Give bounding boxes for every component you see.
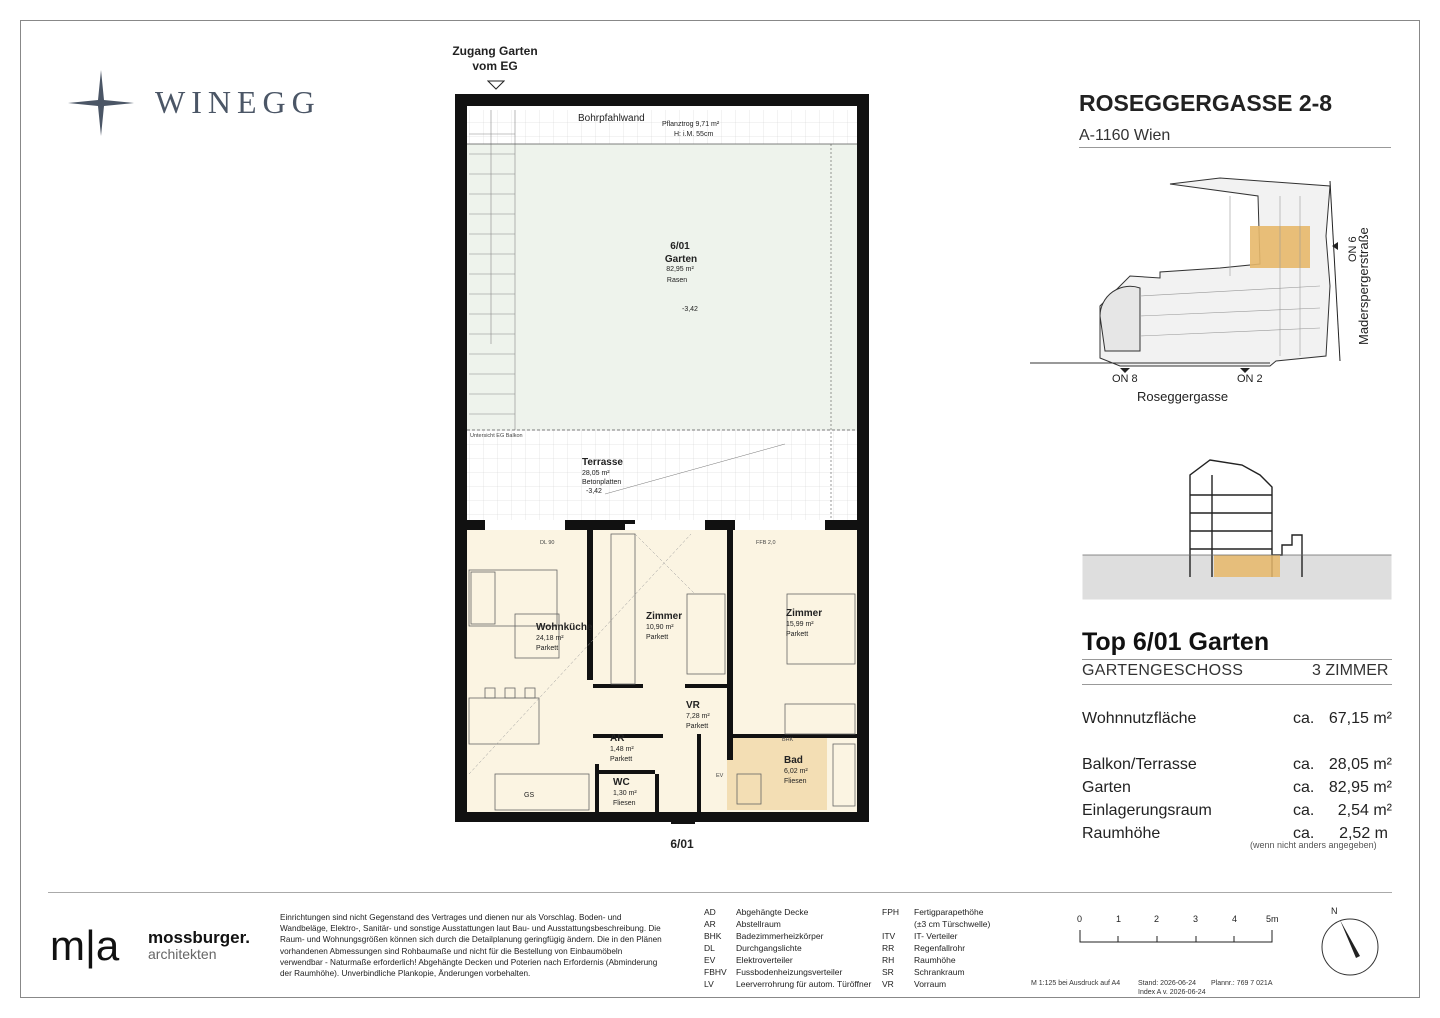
legend-code: AD — [704, 907, 716, 917]
access-label: Zugang Garten vom EG — [452, 44, 538, 73]
site-plan — [1030, 176, 1400, 406]
area-value: 28,05 m² — [1328, 756, 1392, 773]
project-street: ROSEGGERGASSE 2-8 — [1079, 90, 1333, 116]
area-value: 2,54 m² — [1337, 802, 1392, 819]
scale-tick: 0 — [1077, 914, 1083, 924]
floor-plan — [455, 94, 869, 824]
legend-text: Abstellraum — [736, 919, 781, 929]
area-ca: ca. — [1293, 756, 1315, 773]
legend-item — [882, 954, 990, 966]
north-label: N — [1331, 906, 1338, 916]
garden-name: Garten — [664, 254, 698, 265]
project-city: A-1160 Wien — [1079, 127, 1171, 144]
divider — [48, 892, 1392, 893]
legend-text: Durchgangslichte — [736, 943, 802, 953]
legend-text: (±3 cm Türschwelle) — [914, 919, 991, 929]
terrace-name: Terrasse — [582, 457, 623, 468]
tag-gs: GS — [524, 792, 535, 799]
room-zimmer2-floor: Parkett — [786, 631, 809, 638]
legend-text: Elektroverteiler — [736, 955, 793, 965]
site-label-on6: ON 6 — [1347, 236, 1359, 262]
area-ca: ca. — [1293, 802, 1315, 819]
scale-tick: 5m — [1266, 914, 1279, 924]
site-label-on8: ON 8 — [1112, 373, 1138, 385]
area-ca: ca. — [1293, 710, 1315, 727]
area-label: Wohnnutzfläche — [1082, 710, 1197, 727]
plan-label-bohrpfahl: Bohrpfahlwand — [578, 113, 645, 124]
legend-item — [704, 930, 871, 942]
divider — [1079, 147, 1391, 148]
terrace-level: -3,42 — [586, 488, 602, 495]
scale-tick: 4 — [1232, 914, 1238, 924]
unit-title: Top 6/01 Garten — [1082, 628, 1270, 656]
legend-text: Vorraum — [914, 979, 947, 989]
room-vr-area: 7,28 m² — [686, 713, 710, 720]
room-wohnkueche-floor: Parkett — [536, 645, 559, 652]
legend-code: RH — [882, 955, 895, 965]
brand-logo: WINEGG — [155, 84, 321, 120]
legend-text: Regenfallrohr — [914, 943, 966, 953]
legend-item — [704, 918, 871, 930]
legend-text: Leerverrohrung für autom. Türöffner — [736, 979, 872, 989]
room-wohnkueche-name: Wohnküche — [536, 622, 593, 633]
room-vr-name: VR — [686, 700, 700, 711]
legend-item — [704, 966, 871, 978]
legend-text: Badezimmerheizkörper — [736, 931, 824, 941]
area-label: Balkon/Terrasse — [1082, 756, 1197, 773]
legend-item — [882, 918, 990, 930]
plan-label-pflanztrog-height: H: i.M. 55cm — [674, 131, 714, 138]
legend-code — [882, 918, 914, 930]
section-drawing — [1082, 455, 1392, 600]
room-vr-floor: Parkett — [686, 723, 709, 730]
legend-code: DL — [704, 943, 715, 953]
tag-dl: DL 90 — [540, 540, 555, 546]
legend-text: Schrankraum — [914, 967, 965, 977]
legend-text: Fussbodenheizungsverteiler — [736, 967, 843, 977]
legend-code: EV — [704, 955, 716, 965]
garden-level: -3,42 — [682, 306, 698, 313]
area-label: Einlagerungsraum — [1082, 802, 1212, 819]
legend-code: VR — [882, 979, 894, 989]
tag-ffb: FFB 2,0 — [756, 540, 776, 546]
room-ar-name: AR — [610, 733, 625, 744]
legend-text: Abgehängte Decke — [736, 907, 809, 917]
area-ca: ca. — [1293, 825, 1315, 842]
architect-mark: m|a — [50, 922, 120, 969]
architect-name: mossburger. — [148, 928, 251, 947]
legend-code: BHK — [704, 931, 722, 941]
unit-rooms: 3 ZIMMER — [1312, 662, 1389, 679]
architect-sub: architekten — [148, 946, 217, 962]
area-label: Garten — [1082, 779, 1131, 796]
area-value: 67,15 m² — [1328, 710, 1392, 727]
legend-text: Fertigparapethöhe — [914, 907, 984, 917]
legend-item — [704, 978, 871, 990]
site-label-street-right: Maderspergerstraße — [1356, 227, 1371, 345]
site-label-street-bottom: Roseggergasse — [1137, 389, 1229, 404]
legend-code: FPH — [882, 907, 899, 917]
terrace-area: 28,05 m² — [582, 470, 610, 477]
room-bad-area: 6,02 m² — [784, 768, 808, 775]
legend-item — [882, 966, 990, 978]
legend-item — [704, 942, 871, 954]
legend-code: ITV — [882, 931, 896, 941]
room-wohnkueche-area: 24,18 m² — [536, 635, 564, 642]
room-zimmer1-name: Zimmer — [646, 611, 683, 622]
divider — [1082, 684, 1392, 685]
garden-area: 82,95 m² — [666, 266, 694, 273]
plan-label-ug-balkon: Untersicht EG Balkon — [470, 433, 523, 439]
area-ca: ca. — [1293, 779, 1315, 796]
room-wc-area: 1,30 m² — [613, 790, 637, 797]
garden-id: 6/01 — [670, 241, 690, 252]
legend-item — [882, 942, 990, 954]
legend-item — [882, 906, 990, 918]
legend-item — [704, 954, 871, 966]
legend-item — [882, 978, 990, 990]
legend-code: AR — [704, 919, 716, 929]
legend-code: LV — [704, 979, 714, 989]
room-bad-name: Bad — [784, 755, 803, 766]
legend-text: IT- Verteiler — [914, 931, 958, 941]
room-zimmer2-name: Zimmer — [786, 608, 823, 619]
garden-surface: Rasen — [666, 277, 688, 284]
room-zimmer1-area: 10,90 m² — [646, 624, 674, 631]
room-bad-floor: Fliesen — [784, 778, 807, 785]
footer-index: Index A v. 2026-06-24 — [1138, 989, 1206, 996]
footer-plannr: Plannr.: 769 7 021A — [1211, 980, 1273, 987]
legend-item — [704, 906, 871, 918]
divider — [1082, 659, 1392, 660]
room-wc-name: WC — [613, 777, 630, 788]
legend-item — [882, 930, 990, 942]
room-wc-floor: Fliesen — [613, 800, 636, 807]
site-label-on2: ON 2 — [1237, 373, 1263, 385]
entrance-label: 6/01 — [670, 837, 694, 851]
plan-label-pflanztrog: Pflanztrog 9,71 m² — [662, 121, 720, 128]
room-zimmer1-floor: Parkett — [646, 634, 669, 641]
legend-text: Raumhöhe — [914, 955, 956, 965]
area-note: (wenn nicht anders angegeben) — [1250, 840, 1377, 850]
north-arrow-icon — [1318, 912, 1382, 978]
scale-tick: 1 — [1116, 914, 1122, 924]
legend-code: FBHV — [704, 967, 727, 977]
footer-stand: Stand: 2026-06-24 — [1138, 980, 1196, 987]
room-zimmer2-area: 15,99 m² — [786, 621, 814, 628]
compass-star-icon — [68, 70, 134, 136]
terrace-surface: Betonplatten — [582, 479, 622, 486]
scale-tick: 2 — [1154, 914, 1160, 924]
room-ar-area: 1,48 m² — [610, 746, 634, 753]
scale-bar — [1078, 926, 1278, 948]
disclaimer: Einrichtungen sind nicht Gegenstand des Vertrages und dienen nur als Vorschlag. Boden- und Wandbeläge, Elektro-, Sanitär- und sonstige Ausstattungen laut Bau- und Ausstattungsbeschreibung. Die Raum- und Wohnungsgrößen können sich durch die Detailplanung geringfügig ändern. Die in den Plänen vorhandenen Abmessungen sind Rohbaumaße und nicht für die Bestellung von Einbaumöbeln verwendbar - Naturmaße erforderlich! Abgehängte Decken und Poterien nach Erfordernis (Abminderung der Raumhöhe). Unverbindliche Plankopie, Änderungen vorbehalten. — [280, 913, 662, 979]
area-value: 2,52 m — [1339, 825, 1388, 842]
area-label: Raumhöhe — [1082, 825, 1161, 842]
unit-floor: GARTENGESCHOSS — [1082, 662, 1244, 679]
scale-tick: 3 — [1193, 914, 1199, 924]
legend-left — [704, 906, 871, 990]
legend-code: RR — [882, 943, 895, 953]
area-value: 82,95 m² — [1328, 779, 1392, 796]
tag-bhk: BHK — [782, 737, 794, 743]
legend-code: SR — [882, 967, 894, 977]
footer-scale-note: M 1:125 bei Ausdruck auf A4 — [1031, 980, 1121, 987]
tag-ev: EV — [716, 773, 724, 779]
access-arrow-icon — [487, 80, 505, 90]
room-ar-floor: Parkett — [610, 756, 633, 763]
legend-right — [882, 906, 990, 990]
